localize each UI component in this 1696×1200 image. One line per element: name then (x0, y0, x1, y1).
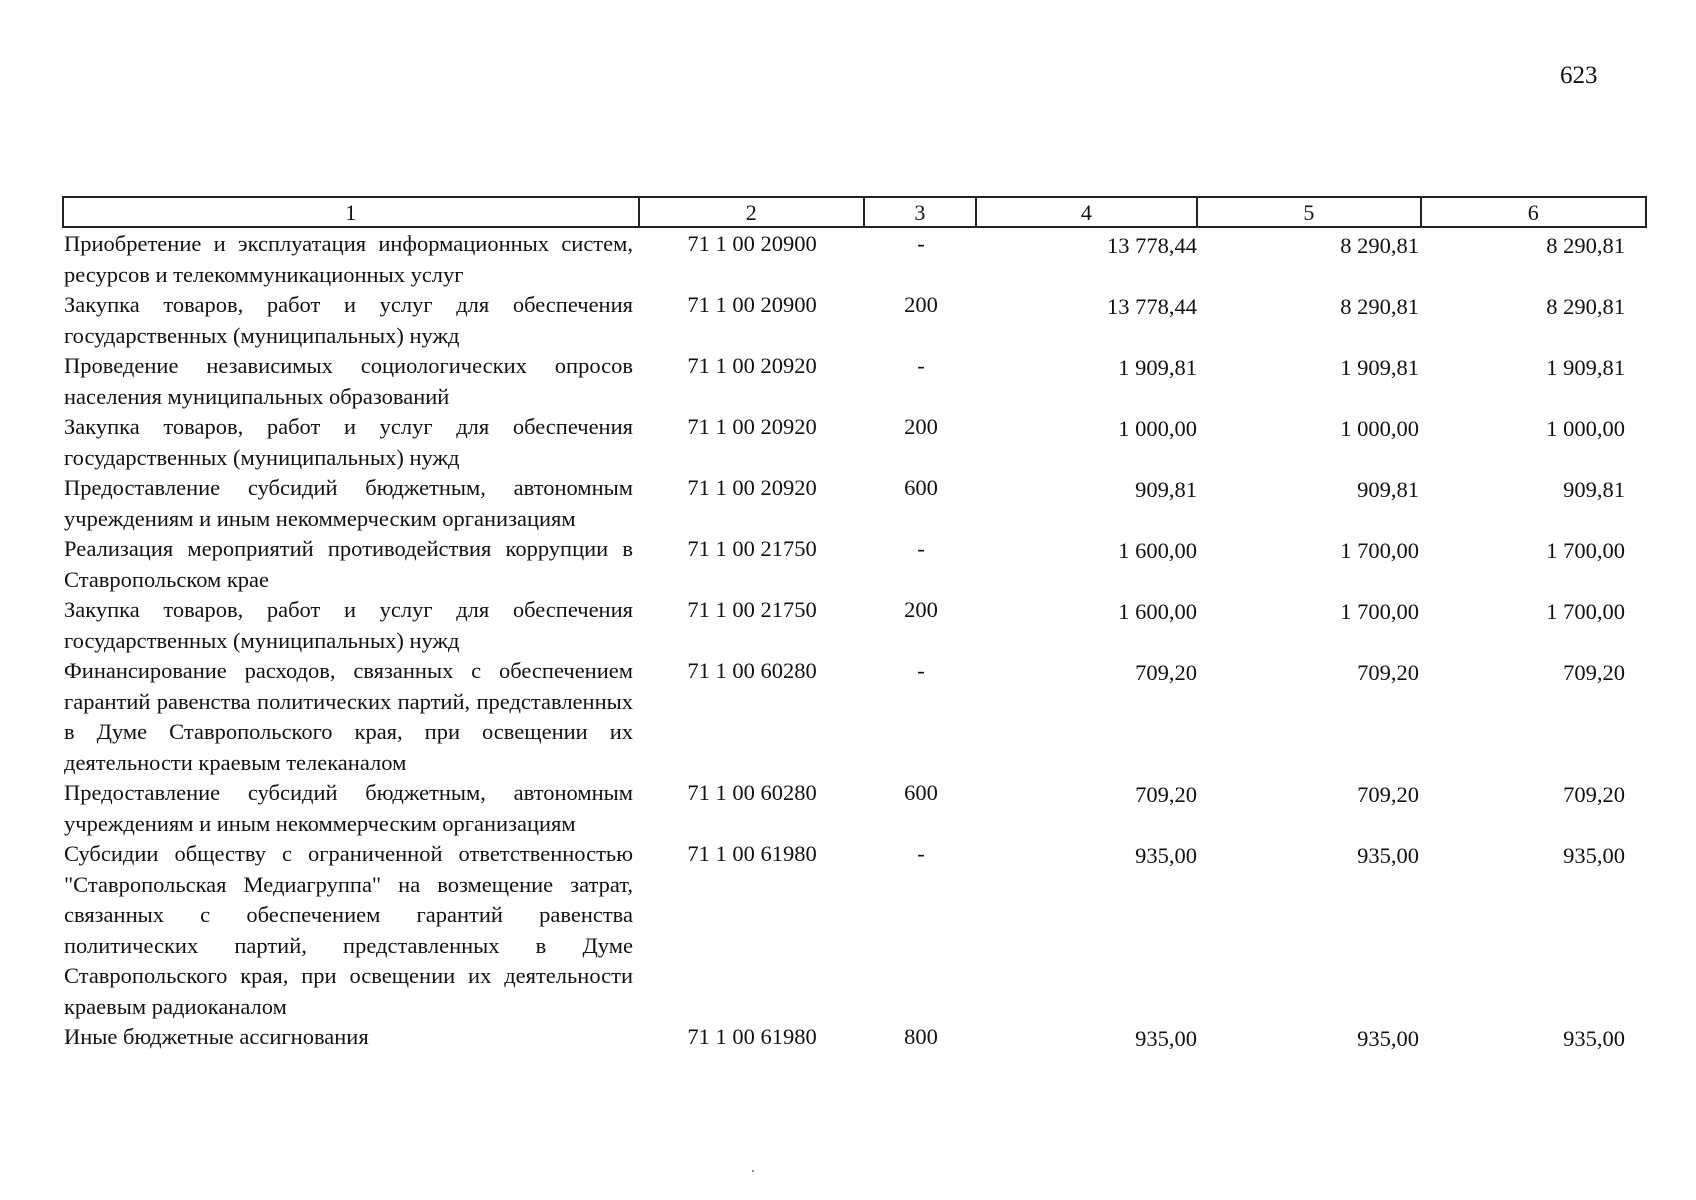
row-value-4: 1 000,00 (1118, 416, 1197, 441)
row-value-5: 709,20 (1357, 660, 1419, 685)
page-number: 623 (1560, 62, 1598, 89)
row-value-5: 8 290,81 (1340, 294, 1419, 319)
row-value-6: 1 700,00 (1546, 538, 1625, 563)
row-code: 71 1 00 20900 (687, 231, 817, 256)
row-value-5: 935,00 (1357, 1026, 1419, 1051)
row-name: Иные бюджетные ассигнования (64, 1024, 369, 1049)
row-value-5: 8 290,81 (1340, 233, 1419, 258)
row-value-5: 1 700,00 (1340, 599, 1419, 624)
table-row (62, 473, 1647, 534)
row-type: 800 (904, 1024, 938, 1049)
row-type: 200 (904, 292, 938, 317)
table-body (62, 229, 1647, 1055)
row-value-6: 8 290,81 (1546, 294, 1625, 319)
header-cell-1: 1 (64, 198, 640, 226)
row-type: - (917, 231, 925, 256)
row-code: 71 1 00 20920 (687, 353, 817, 378)
row-value-5: 1 909,81 (1340, 355, 1419, 380)
row-name: Закупка товаров, работ и услуг для обеспечения государственных (муниципальных) нужд (64, 292, 633, 348)
row-value-4: 1 909,81 (1118, 355, 1197, 380)
row-type: - (917, 353, 925, 378)
row-value-5: 709,20 (1357, 782, 1419, 807)
table-row (62, 839, 1647, 1022)
row-type: - (917, 841, 925, 866)
row-value-4: 935,00 (1135, 843, 1197, 868)
row-value-4: 709,20 (1135, 782, 1197, 807)
header-cell-3: 3 (865, 198, 977, 226)
row-code: 71 1 00 21750 (687, 536, 817, 561)
row-name: Предоставление субсидий бюджетным, автономным учреждениям и иным некоммерческим организациям (64, 780, 633, 836)
table-row (62, 412, 1647, 473)
row-name: Предоставление субсидий бюджетным, автономным учреждениям и иным некоммерческим организациям (64, 475, 633, 531)
row-value-4: 909,81 (1135, 477, 1197, 502)
row-value-4: 935,00 (1135, 1026, 1197, 1051)
table-row (62, 778, 1647, 839)
row-code: 71 1 00 60280 (687, 780, 817, 805)
scan-speck (752, 1170, 754, 1172)
row-value-6: 1 909,81 (1546, 355, 1625, 380)
table-row (62, 595, 1647, 656)
row-type: - (917, 658, 925, 683)
table-row (62, 534, 1647, 595)
row-code: 71 1 00 61980 (687, 841, 817, 866)
row-value-6: 935,00 (1563, 1026, 1625, 1051)
row-value-6: 1 700,00 (1546, 599, 1625, 624)
header-cell-6: 6 (1527, 200, 1539, 225)
row-value-6: 709,20 (1563, 660, 1625, 685)
table-row (62, 351, 1647, 412)
row-type: 200 (904, 597, 938, 622)
header-cell-2: 2 (640, 198, 865, 226)
row-value-4: 1 600,00 (1118, 538, 1197, 563)
row-value-5: 1 000,00 (1340, 416, 1419, 441)
row-name: Субсидии обществу с ограниченной ответственностью "Ставропольская Медиагруппа" на возмещение затрат, связанных с обеспечением гарантий равенства политических партий, представленных в Думе Ставропольского края, при освещении их деятельности краевым радиоканалом (64, 841, 633, 1019)
row-value-5: 935,00 (1357, 843, 1419, 868)
table-row (62, 1022, 1647, 1055)
table-header (62, 196, 1647, 228)
row-value-5: 909,81 (1357, 477, 1419, 502)
row-code: 71 1 00 20900 (687, 292, 817, 317)
row-type: - (917, 536, 925, 561)
row-value-6: 8 290,81 (1546, 233, 1625, 258)
row-value-4: 13 778,44 (1107, 294, 1197, 319)
row-name: Проведение независимых социологических опросов населения муниципальных образований (64, 353, 633, 409)
table-row (62, 656, 1647, 778)
table-row (62, 229, 1647, 290)
row-type: 600 (904, 780, 938, 805)
table-row (62, 290, 1647, 351)
row-value-6: 935,00 (1563, 843, 1625, 868)
row-value-6: 909,81 (1563, 477, 1625, 502)
row-name: Закупка товаров, работ и услуг для обеспечения государственных (муниципальных) нужд (64, 597, 633, 653)
row-code: 71 1 00 20920 (687, 475, 817, 500)
row-name: Приобретение и эксплуатация информационных систем, ресурсов и телекоммуникационных услуг (64, 231, 633, 287)
row-name: Реализация мероприятий противодействия коррупции в Ставропольском крае (64, 536, 633, 592)
row-value-4: 709,20 (1135, 660, 1197, 685)
row-value-4: 13 778,44 (1107, 233, 1197, 258)
row-code: 71 1 00 20920 (687, 414, 817, 439)
header-cell-4: 4 (977, 198, 1198, 226)
row-name: Закупка товаров, работ и услуг для обеспечения государственных (муниципальных) нужд (64, 414, 633, 470)
row-type: 200 (904, 414, 938, 439)
row-value-4: 1 600,00 (1118, 599, 1197, 624)
row-type: 600 (904, 475, 938, 500)
row-value-6: 709,20 (1563, 782, 1625, 807)
row-value-6: 1 000,00 (1546, 416, 1625, 441)
header-cell-5: 5 (1198, 198, 1421, 226)
row-code: 71 1 00 60280 (687, 658, 817, 683)
row-code: 71 1 00 21750 (687, 597, 817, 622)
row-code: 71 1 00 61980 (687, 1024, 817, 1049)
row-name: Финансирование расходов, связанных с обеспечением гарантий равенства политических партий, представленных в Думе Ставропольского края, при освещении их деятельности краевым телеканалом (64, 658, 633, 775)
row-value-5: 1 700,00 (1340, 538, 1419, 563)
